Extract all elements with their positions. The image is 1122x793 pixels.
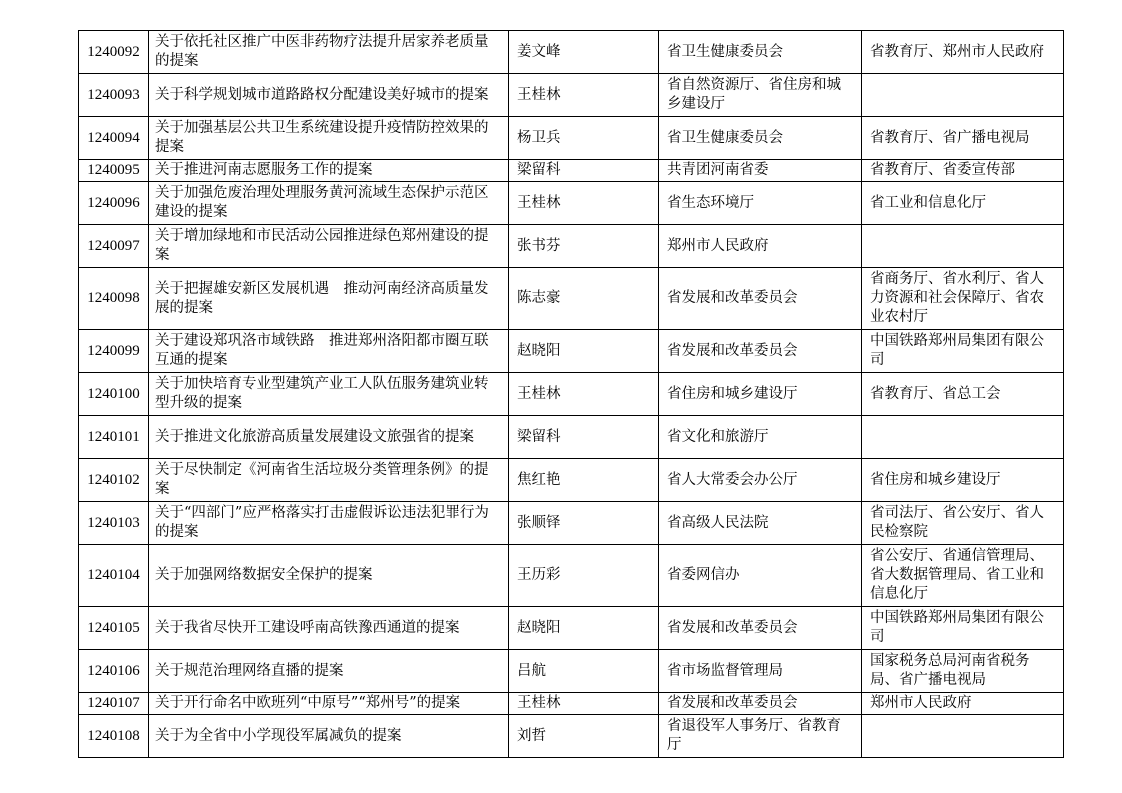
- table-row: [79, 545, 1064, 607]
- proposer-name: 梁留科: [509, 160, 659, 182]
- handling-organization: 省发展和改革委员会: [659, 268, 862, 330]
- co-handling-organizations: [862, 74, 1064, 117]
- proposal-title: 关于推进河南志愿服务工作的提案: [149, 160, 509, 182]
- handling-organization: 省住房和城乡建设厅: [659, 373, 862, 416]
- handling-organization: 省生态环境厅: [659, 182, 862, 225]
- co-handling-organizations: [862, 416, 1064, 459]
- handling-organization: 郑州市人民政府: [659, 225, 862, 268]
- proposal-id: 1240096: [79, 182, 149, 225]
- table-row: [79, 650, 1064, 693]
- proposal-id: 1240104: [79, 545, 149, 607]
- proposer-name: 赵晓阳: [509, 607, 659, 650]
- handling-organization: 省人大常委会办公厅: [659, 459, 862, 502]
- proposal-id: 1240101: [79, 416, 149, 459]
- proposer-name: 王桂林: [509, 182, 659, 225]
- handling-organization: 省卫生健康委员会: [659, 31, 862, 74]
- co-handling-organizations: 省教育厅、郑州市人民政府: [862, 31, 1064, 74]
- proposer-name: 刘哲: [509, 715, 659, 758]
- table-row: [79, 459, 1064, 502]
- proposal-title: 关于增加绿地和市民活动公园推进绿色郑州建设的提案: [149, 225, 509, 268]
- handling-organization: 省文化和旅游厅: [659, 416, 862, 459]
- table-row: [79, 225, 1064, 268]
- proposal-title: 关于加强网络数据安全保护的提案: [149, 545, 509, 607]
- co-handling-organizations: [862, 225, 1064, 268]
- proposal-id: 1240106: [79, 650, 149, 693]
- handling-organization: 省退役军人事务厅、省教育厅: [659, 715, 862, 758]
- proposal-title: 关于我省尽快开工建设呼南高铁豫西通道的提案: [149, 607, 509, 650]
- co-handling-organizations: 省工业和信息化厅: [862, 182, 1064, 225]
- proposer-name: 梁留科: [509, 416, 659, 459]
- co-handling-organizations: 省住房和城乡建设厅: [862, 459, 1064, 502]
- proposer-name: 焦红艳: [509, 459, 659, 502]
- table-row: [79, 373, 1064, 416]
- proposer-name: 杨卫兵: [509, 117, 659, 160]
- co-handling-organizations: 省教育厅、省广播电视局: [862, 117, 1064, 160]
- proposal-title: 关于规范治理网络直播的提案: [149, 650, 509, 693]
- handling-organization: 省卫生健康委员会: [659, 117, 862, 160]
- table-row: [79, 330, 1064, 373]
- handling-organization: 省自然资源厅、省住房和城乡建设厅: [659, 74, 862, 117]
- proposer-name: 张书芬: [509, 225, 659, 268]
- table-row: [79, 117, 1064, 160]
- proposal-id: 1240105: [79, 607, 149, 650]
- table-row: [79, 715, 1064, 758]
- proposal-title: 关于建设郑巩洛市域铁路 推进郑州洛阳都市圈互联互通的提案: [149, 330, 509, 373]
- proposal-title: 关于依托社区推广中医非药物疗法提升居家养老质量的提案: [149, 31, 509, 74]
- proposal-id: 1240099: [79, 330, 149, 373]
- table-row: [79, 607, 1064, 650]
- table-row: [79, 416, 1064, 459]
- proposal-id: 1240098: [79, 268, 149, 330]
- proposer-name: 王历彩: [509, 545, 659, 607]
- table-row: [79, 160, 1064, 182]
- proposal-title: 关于加强基层公共卫生系统建设提升疫情防控效果的提案: [149, 117, 509, 160]
- table-row: [79, 182, 1064, 225]
- proposer-name: 姜文峰: [509, 31, 659, 74]
- handling-organization: 共青团河南省委: [659, 160, 862, 182]
- proposal-id: 1240094: [79, 117, 149, 160]
- proposal-title: 关于把握雄安新区发展机遇 推动河南经济高质量发展的提案: [149, 268, 509, 330]
- co-handling-organizations: 省商务厅、省水利厅、省人力资源和社会保障厅、省农业农村厅: [862, 268, 1064, 330]
- proposer-name: 王桂林: [509, 693, 659, 715]
- proposal-id: 1240100: [79, 373, 149, 416]
- co-handling-organizations: [862, 715, 1064, 758]
- proposal-title: 关于科学规划城市道路路权分配建设美好城市的提案: [149, 74, 509, 117]
- proposer-name: 赵晓阳: [509, 330, 659, 373]
- table-row: [79, 268, 1064, 330]
- proposal-id: 1240093: [79, 74, 149, 117]
- handling-organization: 省发展和改革委员会: [659, 693, 862, 715]
- table-row: [79, 693, 1064, 715]
- proposer-name: 吕航: [509, 650, 659, 693]
- proposer-name: 王桂林: [509, 74, 659, 117]
- proposer-name: 张顺铎: [509, 502, 659, 545]
- co-handling-organizations: 国家税务总局河南省税务局、省广播电视局: [862, 650, 1064, 693]
- proposal-title: 关于“四部门”应严格落实打击虚假诉讼违法犯罪行为的提案: [149, 502, 509, 545]
- proposal-id: 1240108: [79, 715, 149, 758]
- proposal-id: 1240092: [79, 31, 149, 74]
- proposal-id: 1240102: [79, 459, 149, 502]
- proposer-name: 王桂林: [509, 373, 659, 416]
- proposal-title: 关于为全省中小学现役军属减负的提案: [149, 715, 509, 758]
- handling-organization: 省发展和改革委员会: [659, 607, 862, 650]
- handling-organization: 省高级人民法院: [659, 502, 862, 545]
- proposal-id: 1240097: [79, 225, 149, 268]
- proposal-title: 关于开行命名中欧班列“中原号”“郑州号”的提案: [149, 693, 509, 715]
- co-handling-organizations: 省司法厅、省公安厅、省人民检察院: [862, 502, 1064, 545]
- proposer-name: 陈志豪: [509, 268, 659, 330]
- co-handling-organizations: 中国铁路郑州局集团有限公司: [862, 330, 1064, 373]
- handling-organization: 省发展和改革委员会: [659, 330, 862, 373]
- proposal-title: 关于加强危废治理处理服务黄河流域生态保护示范区建设的提案: [149, 182, 509, 225]
- co-handling-organizations: 中国铁路郑州局集团有限公司: [862, 607, 1064, 650]
- co-handling-organizations: 省公安厅、省通信管理局、省大数据管理局、省工业和信息化厅: [862, 545, 1064, 607]
- proposal-title: 关于推进文化旅游高质量发展建设文旅强省的提案: [149, 416, 509, 459]
- table-row: [79, 502, 1064, 545]
- table-row: [79, 31, 1064, 74]
- co-handling-organizations: 郑州市人民政府: [862, 693, 1064, 715]
- table-row: [79, 74, 1064, 117]
- handling-organization: 省市场监督管理局: [659, 650, 862, 693]
- proposal-title: 关于尽快制定《河南省生活垃圾分类管理条例》的提案: [149, 459, 509, 502]
- co-handling-organizations: 省教育厅、省总工会: [862, 373, 1064, 416]
- proposal-table: [78, 30, 1064, 758]
- proposal-id: 1240103: [79, 502, 149, 545]
- proposal-id: 1240095: [79, 160, 149, 182]
- proposal-title: 关于加快培育专业型建筑产业工人队伍服务建筑业转型升级的提案: [149, 373, 509, 416]
- handling-organization: 省委网信办: [659, 545, 862, 607]
- co-handling-organizations: 省教育厅、省委宣传部: [862, 160, 1064, 182]
- proposal-id: 1240107: [79, 693, 149, 715]
